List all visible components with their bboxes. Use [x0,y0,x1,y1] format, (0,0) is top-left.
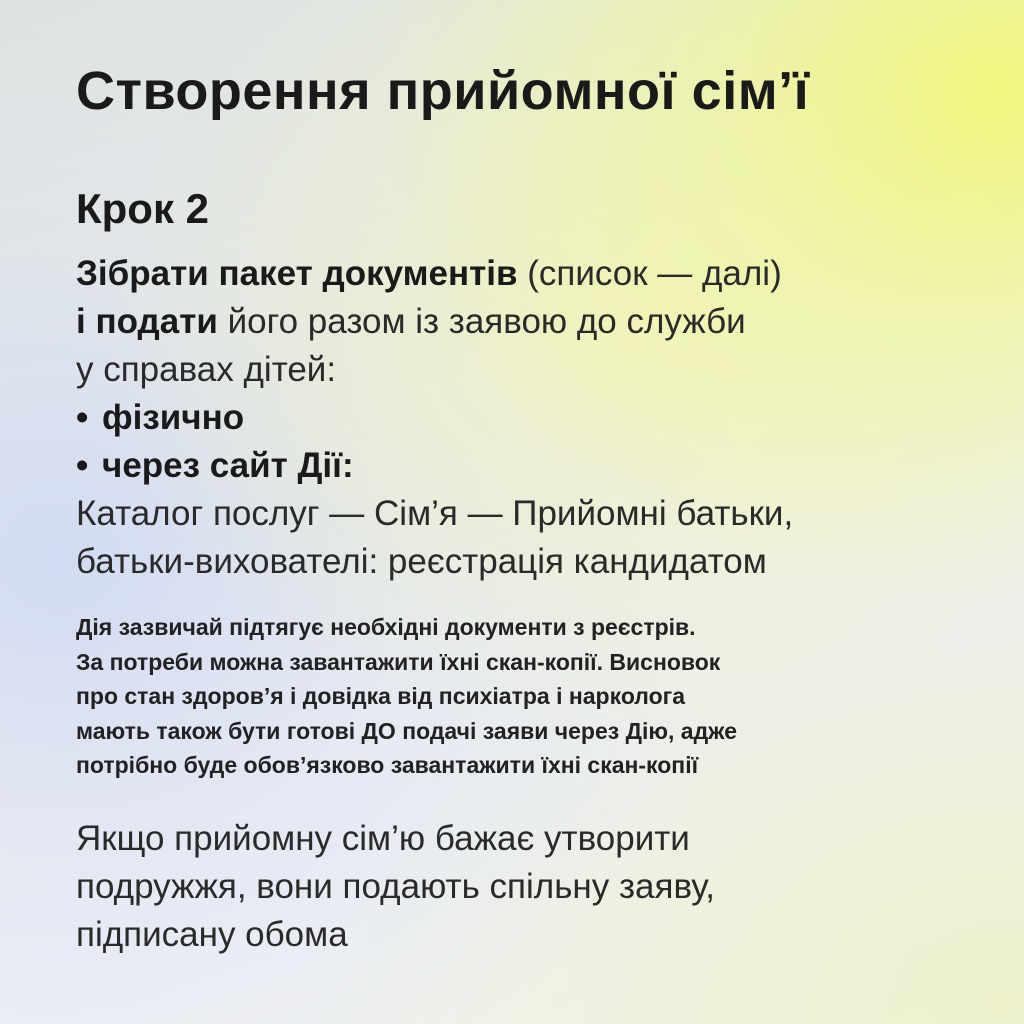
submission-methods-list [76,394,976,490]
note-line: мають також бути готові ДО подачі заяви через Дію, адже [76,717,737,744]
bullet-icon: • [76,446,89,485]
bullet-text: через сайт Дії: [102,446,354,485]
collect-documents-text: Зібрати пакет документів [76,254,518,293]
note-line: Дія зазвичай підтягує необхідні документи з реєстрів. [76,614,696,640]
description-line-1 [76,250,976,298]
with-application-text: його разом із заявою до служби [217,302,746,341]
page-content [76,0,976,1024]
note-line: про стан здоров’я і довідка від психіатра і нарколога [76,683,686,709]
catalog-path-line-2: батьки-вихователі: реєстрація кандидатом [76,542,767,581]
note-line: потрібно буде обов’язково завантажити їхні скан-копії [76,752,699,778]
joint-application-note [76,815,976,959]
list-item [76,442,976,490]
catalog-path-line-1: Каталог послуг — Сім’я — Прийомні батьки, [76,494,794,533]
footer-line: підписану обома [76,915,348,954]
page-title: Створення прийомної сім’ї [76,61,810,121]
bullet-icon: • [76,398,89,437]
note-line: За потреби можна завантажити їхні скан-копії. Висновок [76,648,721,675]
list-later-text: (список — далі) [517,254,782,293]
description-line-3: у справах дітей: [76,350,337,389]
documents-note [76,610,976,783]
footer-line: подружжя, вони подають спільну заяву, [76,867,715,906]
list-item [76,394,976,442]
description-line-2 [76,298,976,346]
step-description [76,250,976,586]
submit-text: і подати [76,302,218,341]
bullet-text: фізично [102,398,245,437]
step-heading: Крок 2 [76,185,209,232]
footer-line: Якщо прийомну сім’ю бажає утворити [76,819,690,858]
